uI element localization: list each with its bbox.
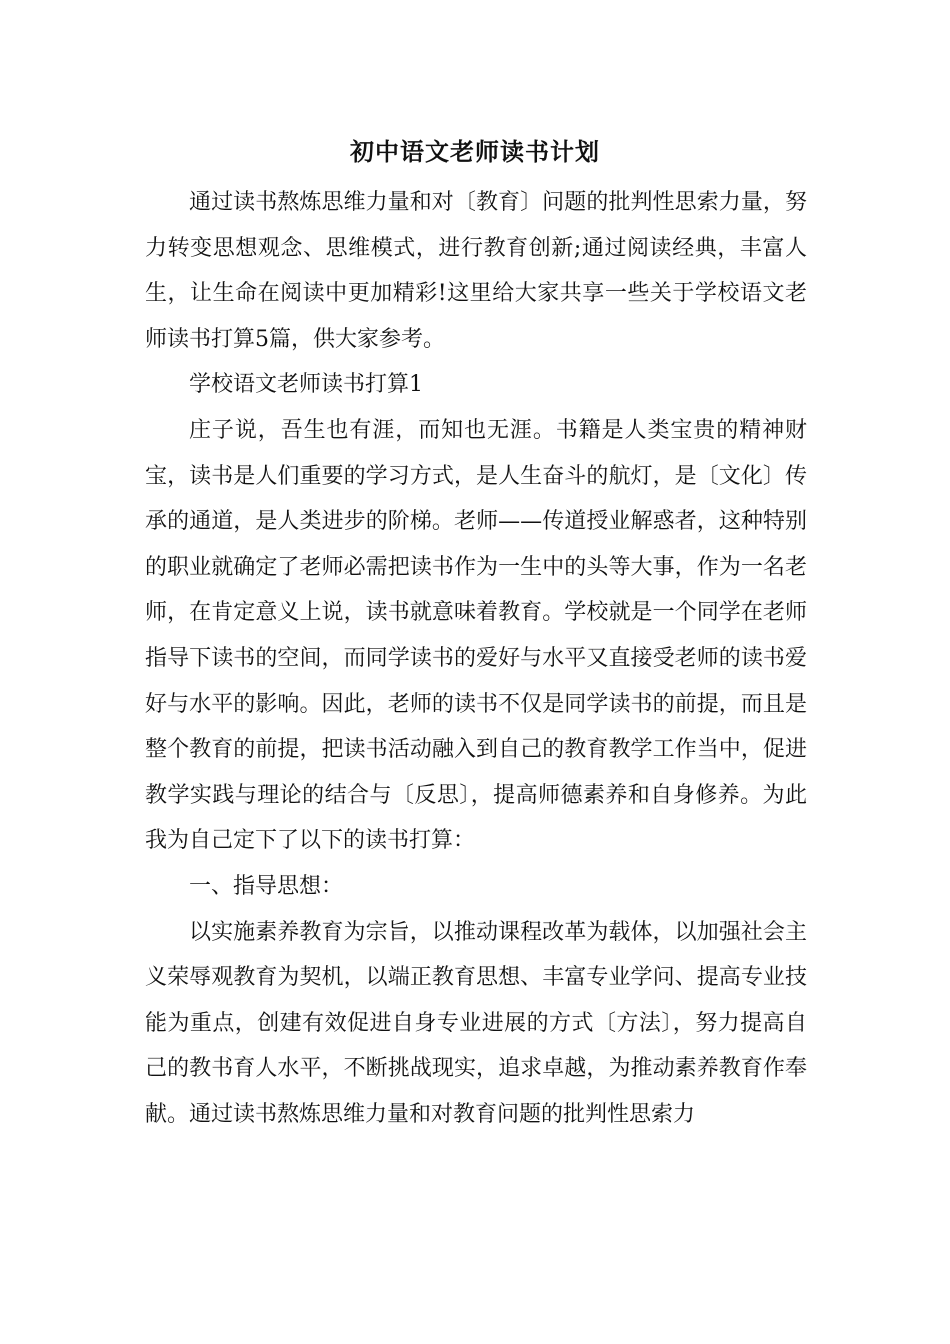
document-title: 初中语文老师读书计划 (350, 137, 600, 166)
intro-paragraph: 通过读书熬炼思维力量和对〔教育〕问题的批判性思索力量，努力转变思想观念、思维模式，进行教育创新;通过阅读经典，丰富人生，让生命在阅读中更加精彩!这里给大家共享一些关于学校语文老师读书打算5篇，供大家参考。 (145, 190, 807, 352)
document-body (145, 180, 807, 1137)
body-paragraph: 庄子说，吾生也有涯，而知也无涯。书籍是人类宝贵的精神财宝，读书是人们重要的学习方式，是人生奋斗的航灯，是〔文化〕传承的通道，是人类进步的阶梯。老师——传道授业解惑者，这种特别的职业就确定了老师必需把读书作为一生中的头等大事，作为一名老师，在肯定意义上说，读书就意味着教育。学校就是一个同学在老师指导下读书的空间，而同学读书的爱好与水平又直接受老师的读书爱好与水平的影响。因此，老师的读书不仅是同学读书的前提，而且是整个教育的前提，把读书活动融入到自己的教育教学工作当中，促进教学实践与理论的结合与〔反思〕，提高师德素养和自身修养。为此我为自己定下了以下的读书打算： (145, 417, 807, 854)
section-heading-guiding-thought: 一、指导思想： (189, 873, 344, 899)
section-heading-plan-1: 学校语文老师读书打算1 (189, 372, 423, 398)
body-paragraph: 以实施素养教育为宗旨，以推动课程改革为载体，以加强社会主义荣辱观教育为契机，以端正教育思想、丰富专业学问、提高专业技能为重点，创建有效促进自身专业进展的方式〔方法〕，努力提高自己的教书育人水平，不断挑战现实，追求卓越，为推动素养教育作奉献。通过读书熬炼思维力量和对教育问题的批判性思索力 (145, 919, 807, 1127)
